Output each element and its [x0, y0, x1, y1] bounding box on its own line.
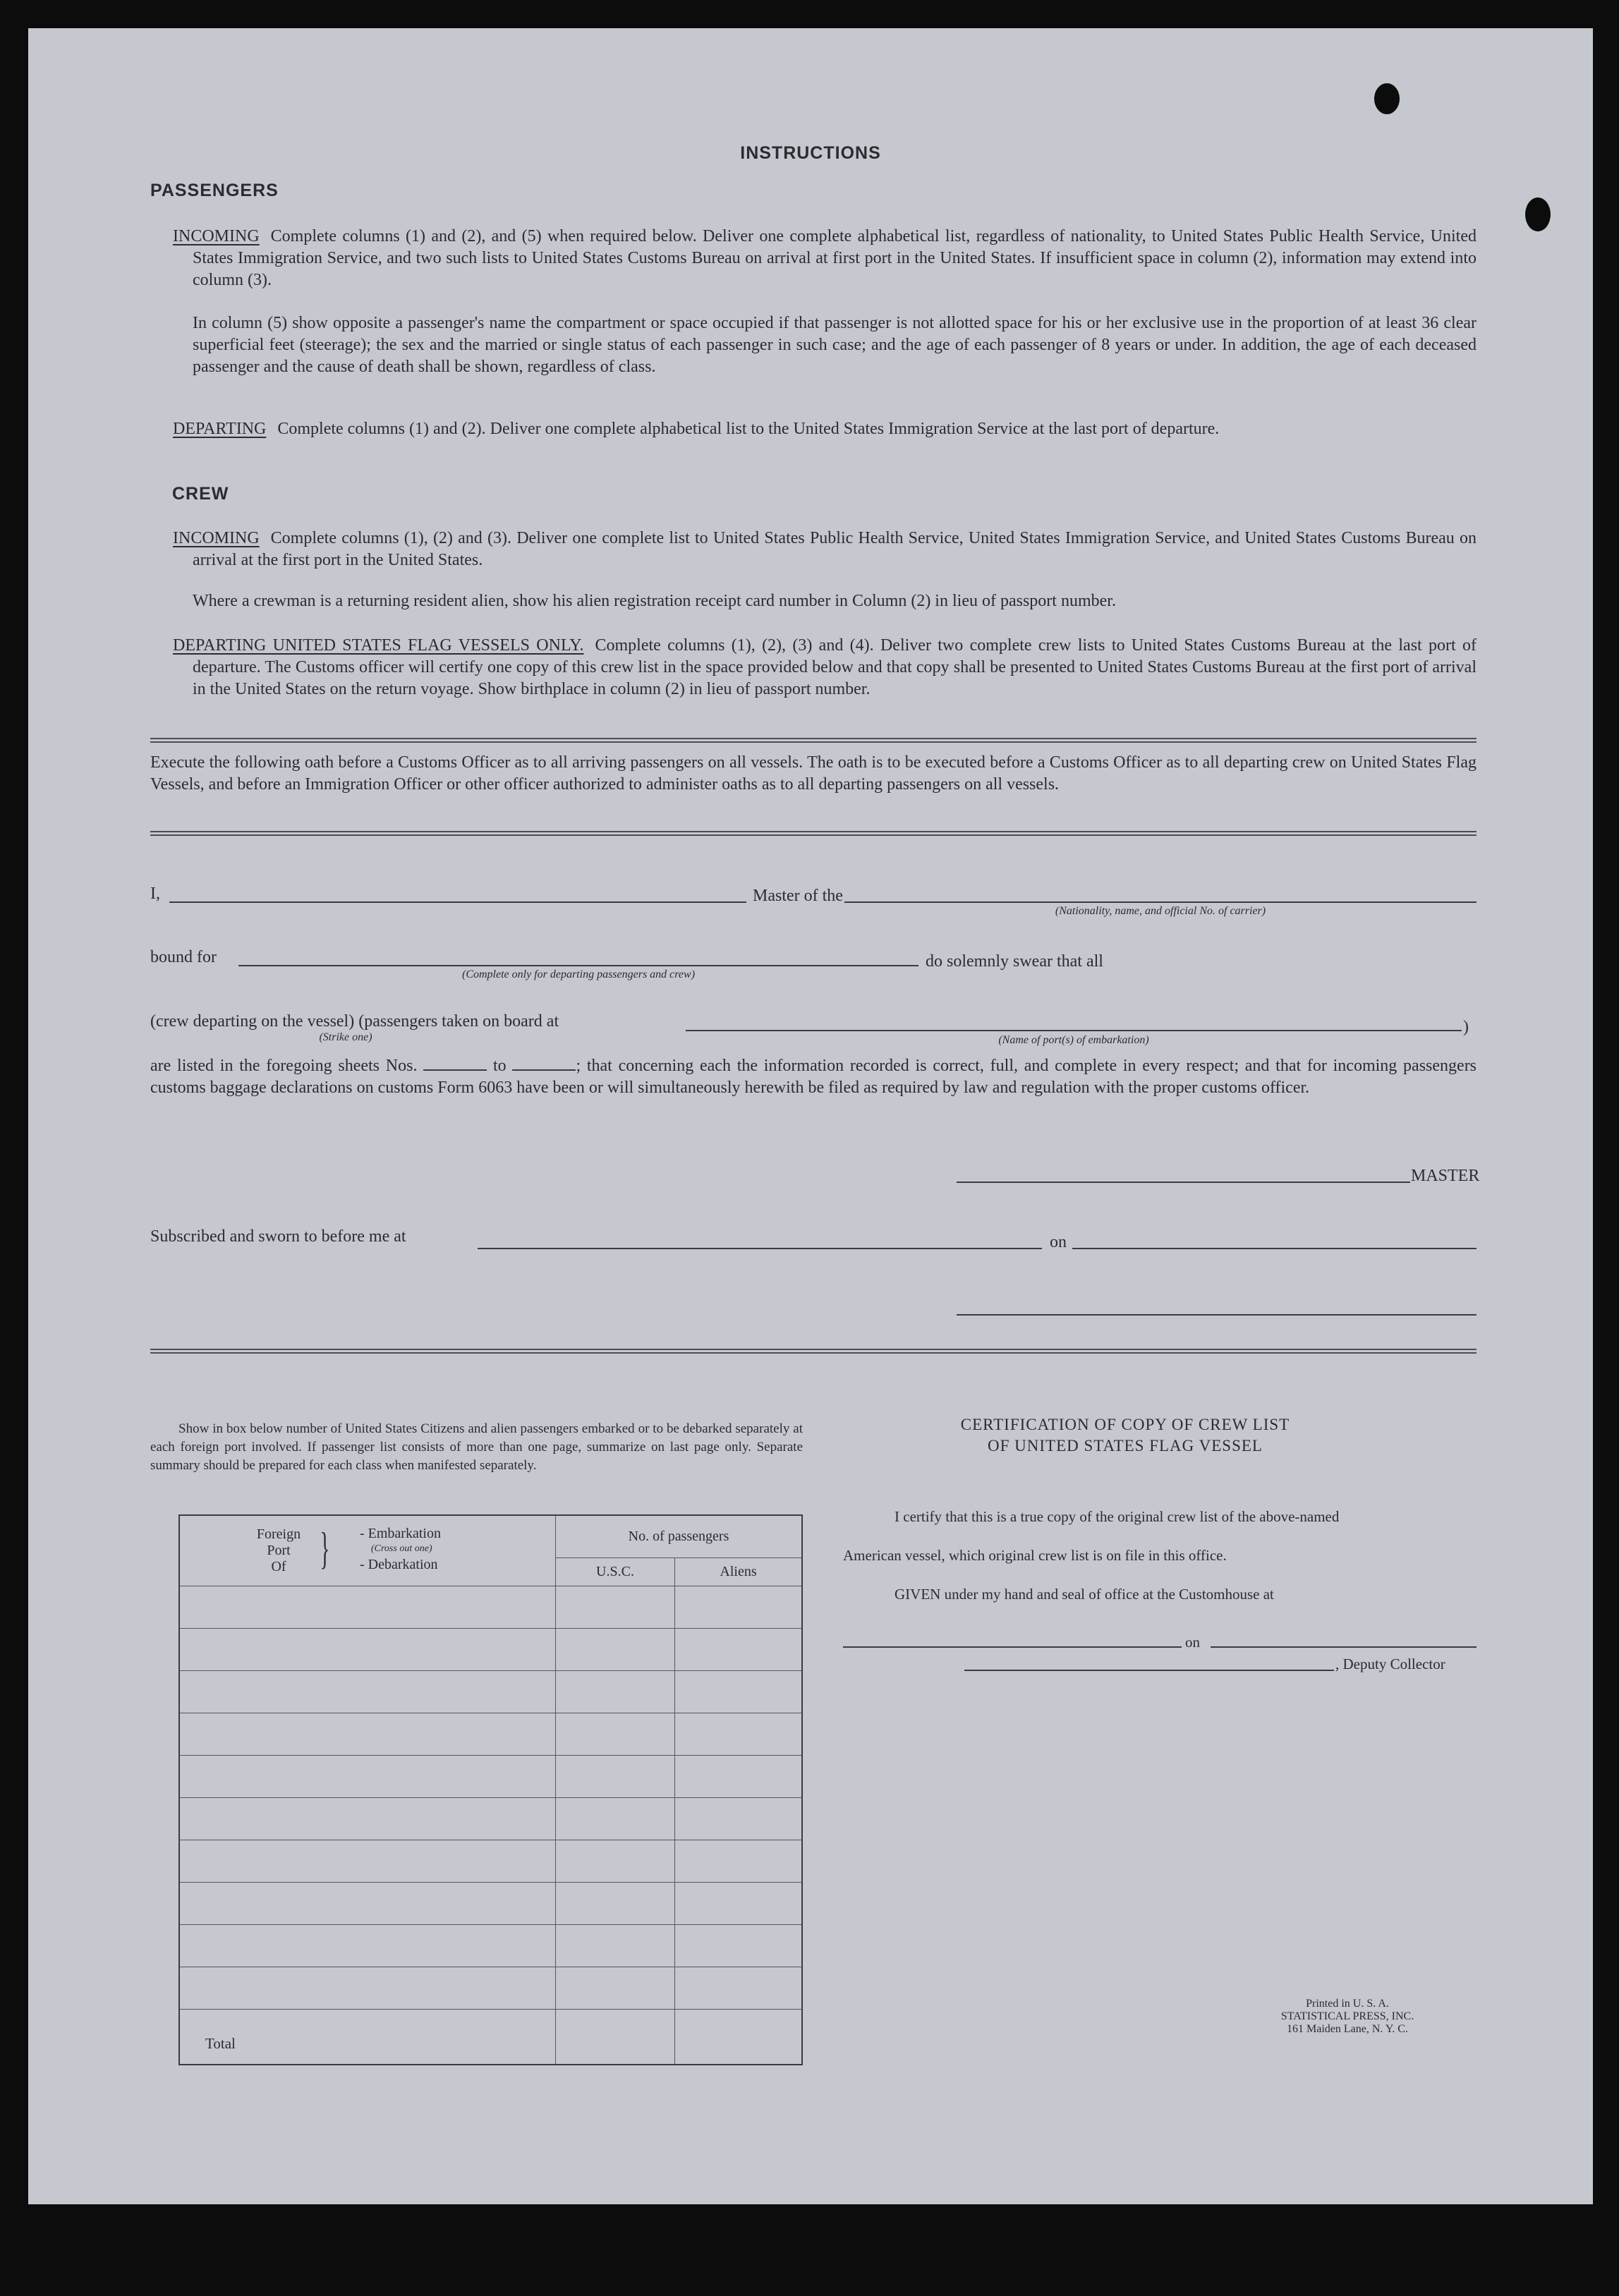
passenger-summary-table: [178, 1514, 803, 2065]
close-paren: ): [1463, 1018, 1469, 1036]
aliens-cell[interactable]: [675, 1967, 803, 2009]
table-row: [179, 1670, 802, 1713]
table-row: [179, 1586, 802, 1628]
usc-header: U.S.C.: [556, 1557, 675, 1586]
usc-cell[interactable]: [556, 1755, 675, 1797]
table-row: [179, 1755, 802, 1797]
usc-cell[interactable]: [556, 1713, 675, 1755]
crew-incoming-text2: Where a crewman is a returning resident alien, show his alien registration receipt card number in Column (2) in lieu of passport number.: [193, 592, 1116, 610]
punch-hole: [1525, 198, 1551, 231]
certify-text: I certify that this is a true copy of the original crew list of the above-named: [895, 1508, 1340, 1525]
form-sheet: [28, 28, 1593, 2204]
oath-intro: Execute the following oath before a Customs Officer as to all arriving passengers on all vessels. The oath is to be executed before a Customs Officer as to all departing crew on United States Flag Vessels, and before an Immigration Officer or other officer authorized to administer oaths as to all departing passengers on all vessels.: [150, 753, 1476, 794]
lower-divider: [150, 1349, 1476, 1354]
master-signature-field[interactable]: [957, 1182, 1410, 1183]
bound-for-caption: (Complete only for departing passengers and crew): [461, 968, 696, 980]
aliens-cell[interactable]: [675, 1797, 803, 1840]
port-cell[interactable]: [179, 1670, 556, 1713]
table-row: [179, 1628, 802, 1670]
aliens-cell[interactable]: [675, 1924, 803, 1967]
oath-divider: [150, 831, 1476, 836]
table-row: [179, 1967, 802, 2009]
embarkation-port-field[interactable]: [686, 1030, 1462, 1031]
incoming-keyword: INCOMING: [173, 227, 260, 245]
oath-i-label: I,: [150, 885, 160, 903]
passengers-heading: PASSENGERS: [150, 181, 279, 200]
given-text: GIVEN under my hand and seal of office at the Customhouse at: [895, 1586, 1274, 1603]
bound-for-field[interactable]: [238, 965, 918, 966]
port-cell[interactable]: [179, 1628, 556, 1670]
total-row: [179, 2009, 802, 2065]
master-name-field[interactable]: [169, 901, 746, 903]
crew-heading: CREW: [172, 484, 229, 504]
bound-for-label: bound for: [150, 948, 217, 966]
usc-cell[interactable]: [556, 1670, 675, 1713]
brace-icon: }: [320, 1523, 330, 1573]
customhouse-field[interactable]: [843, 1646, 1182, 1648]
usc-cell[interactable]: [556, 1924, 675, 1967]
port-cell[interactable]: [179, 1713, 556, 1755]
usc-cell[interactable]: [556, 1628, 675, 1670]
master-label: MASTER: [1411, 1167, 1480, 1185]
aliens-cell[interactable]: [675, 1755, 803, 1797]
aliens-header: Aliens: [675, 1557, 803, 1586]
swear-label: do solemnly swear that all: [926, 952, 1103, 971]
crew-departing-text: DEPARTING UNITED STATES FLAG VESSELS ONLY. Complete columns (1), (2), (3) and (4). Deliver two complete crew lists to United States Customs Bureau at the last port of departure. The Customs officer will certify one copy of this crew list in the space provided below and that copy shall be presented to United States Customs Bureau at the first port of arrival in the United States on the return voyage. Show birthplace in column (2) in lieu of passport number.: [173, 636, 1476, 698]
passengers-incoming-text: INCOMING Complete columns (1) and (2), and (5) when required below. Deliver one complete alphabetical list, regardless of nationality, to United States Public Health Service, United States Immigration Service, and two such lists to United States Customs Bureau on arrival at first port in the United States. If insufficient space in column (2), information may extend into column (3).: [173, 227, 1476, 289]
total-aliens-cell[interactable]: [675, 2009, 803, 2065]
aliens-cell[interactable]: [675, 1840, 803, 1882]
crew-incoming-keyword: INCOMING: [173, 529, 260, 547]
usc-cell[interactable]: [556, 1882, 675, 1924]
carrier-field[interactable]: [844, 901, 1476, 903]
deputy-collector-label: , Deputy Collector: [1335, 1656, 1445, 1672]
oath-listed-text: are listed in the foregoing sheets Nos. to ; that concerning each the information recorded is correct, full, and complete in every respect; and that for incoming passengers customs baggage declarations on customs Form 6063 have been or will simultaneously herewith be filed as required by law and regulation with the proper customs officer.: [150, 1057, 1477, 1097]
usc-cell[interactable]: [556, 1797, 675, 1840]
table-row: [179, 1713, 802, 1755]
total-usc-cell[interactable]: [556, 2009, 675, 2065]
table-row: [179, 1840, 802, 1882]
port-cell[interactable]: [179, 1797, 556, 1840]
sheet-to-field[interactable]: [512, 1057, 576, 1071]
aliens-cell[interactable]: [675, 1882, 803, 1924]
printer-imprint: Printed in U. S. A. STATISTICAL PRESS, INC. 161 Maiden Lane, N. Y. C.: [1280, 1998, 1414, 2035]
subscribed-on-label: on: [1050, 1233, 1067, 1251]
passengers-departing-text: DEPARTING Complete columns (1) and (2). Deliver one complete alphabetical list to the United States Immigration Service at the last port of departure.: [173, 420, 1220, 438]
table-row: [179, 1882, 802, 1924]
usc-cell[interactable]: [556, 1586, 675, 1628]
subscribed-date-field[interactable]: [1072, 1248, 1476, 1249]
page-title: INSTRUCTIONS: [740, 143, 881, 163]
port-cell[interactable]: [179, 1967, 556, 2009]
table-row: [179, 1924, 802, 1967]
crew-departing-keyword: DEPARTING UNITED STATES FLAG VESSELS ONLY.: [173, 636, 584, 655]
port-cell[interactable]: [179, 1586, 556, 1628]
punch-hole: [1374, 83, 1400, 114]
subscribed-place-field[interactable]: [478, 1248, 1042, 1249]
no-of-passengers-header: No. of passengers: [556, 1515, 803, 1557]
aliens-cell[interactable]: [675, 1586, 803, 1628]
port-caption: (Name of port(s) of embarkation): [998, 1034, 1149, 1046]
certification-date-field[interactable]: [1211, 1646, 1476, 1648]
officer-signature-field[interactable]: [957, 1314, 1476, 1316]
aliens-cell[interactable]: [675, 1628, 803, 1670]
strike-one-caption: (Strike one): [319, 1031, 372, 1043]
carrier-caption: (Nationality, name, and official No. of carrier): [1055, 905, 1266, 917]
sheet-from-field[interactable]: [423, 1057, 487, 1071]
crew-incoming-text: INCOMING Complete columns (1), (2) and (3). Deliver one complete list to United States Public Health Service, United States Immigration Service, and United States Customs Bureau on arrival at the first port in the United States.: [173, 529, 1476, 569]
port-cell[interactable]: [179, 1924, 556, 1967]
master-of-the-label: Master of the: [753, 887, 843, 905]
summary-note: Show in box below number of United States Citizens and alien passengers embarked or to be debarked separately at each foreign port involved. If passenger list consists of more than one page, summarize on last page only. Separate summary should be prepared for each class when manifested separately.: [150, 1421, 803, 1473]
departing-keyword: DEPARTING: [173, 420, 267, 438]
total-label: Total: [179, 2009, 556, 2065]
usc-cell[interactable]: [556, 1967, 675, 2009]
section-divider: [150, 738, 1476, 743]
foreign-port-of-label: Foreign Port Of: [256, 1526, 301, 1574]
embark-labels: - Embarkation (Cross out one) - Debarkation: [360, 1526, 441, 1572]
usc-cell[interactable]: [556, 1840, 675, 1882]
port-cell[interactable]: [179, 1882, 556, 1924]
passengers-incoming-text2: In column (5) show opposite a passenger's name the compartment or space occupied if that passenger is not allotted space for his or her exclusive use in the proportion of at least 36 clear superficial feet (steerage); the sex and the married or single status of each passenger in such case; and the age of each passenger of 8 years or under. In addition, the age of each deceased passenger and the cause of death shall be shown, regardless of class.: [193, 314, 1476, 376]
crew-passengers-label: (crew departing on the vessel) (passengers taken on board at: [150, 1012, 559, 1031]
certification-heading: CERTIFICATION OF COPY OF CREW LIST OF UNITED STATES FLAG VESSEL: [960, 1416, 1290, 1454]
aliens-cell[interactable]: [675, 1713, 803, 1755]
port-cell[interactable]: [179, 1755, 556, 1797]
aliens-cell[interactable]: [675, 1670, 803, 1713]
subscribed-label: Subscribed and sworn to before me at: [150, 1227, 406, 1246]
port-cell[interactable]: [179, 1840, 556, 1882]
table-row: [179, 1797, 802, 1840]
foreign-port-header: [179, 1515, 556, 1586]
certification-on-label: on: [1185, 1634, 1200, 1651]
deputy-signature-field[interactable]: [964, 1670, 1334, 1671]
american-vessel-text: American vessel, which original crew list is on file in this office.: [843, 1547, 1227, 1564]
